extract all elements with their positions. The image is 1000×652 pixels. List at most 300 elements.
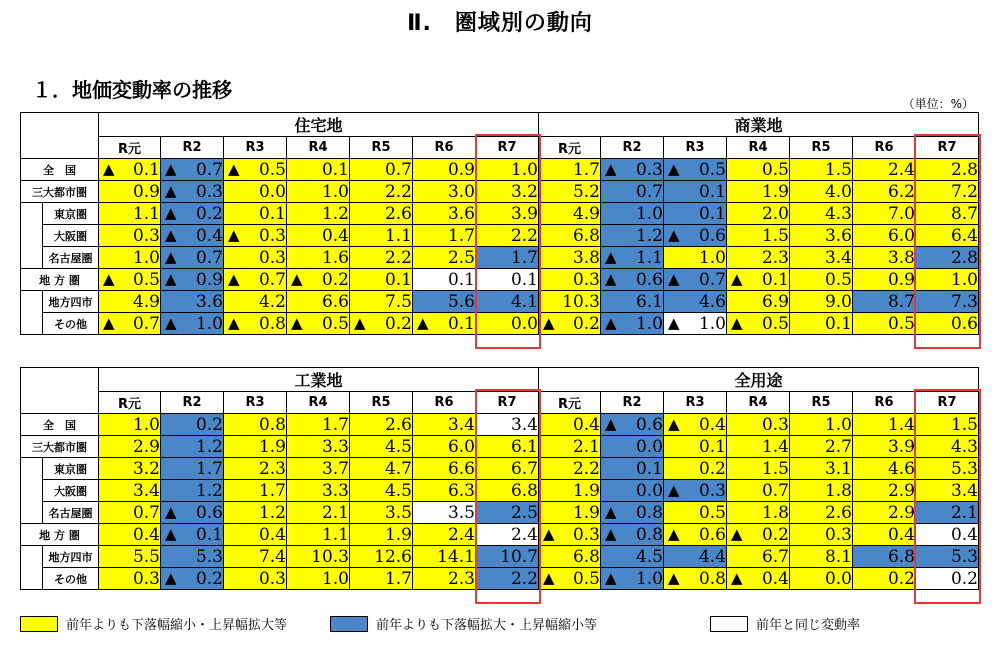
value-cell: 0.1	[664, 181, 727, 203]
decline-marker: ▲	[103, 159, 115, 178]
legend-label: 前年よりも下落幅縮小・上昇幅拡大等	[66, 618, 288, 633]
value-cell: 0.1	[664, 203, 727, 225]
value-number: 0.4	[698, 414, 726, 435]
table-row	[21, 414, 979, 436]
value-cell: 3.6	[790, 225, 853, 247]
year-header: R4	[287, 392, 350, 414]
category-header: 工業地	[99, 368, 539, 392]
value-cell: 1.8	[727, 502, 790, 524]
value-cell: 8.7	[853, 291, 916, 313]
decline-marker: ▲	[543, 524, 555, 543]
value-cell: 1.2	[224, 502, 287, 524]
decline-marker: ▲	[731, 524, 743, 543]
year-header: R6	[853, 137, 916, 159]
value-cell	[601, 313, 664, 335]
value-number: 0.2	[195, 568, 223, 589]
value-cell	[664, 568, 727, 590]
unit-note: （単位：%）	[902, 97, 974, 111]
value-number: 0.7	[132, 313, 160, 334]
decline-marker: ▲	[605, 502, 617, 521]
value-cell: 0.2	[161, 414, 224, 436]
value-number: 0.3	[258, 225, 286, 246]
value-cell: 6.2	[853, 181, 916, 203]
value-number: 0.6	[698, 524, 726, 545]
decline-marker: ▲	[354, 313, 366, 332]
decline-marker: ▲	[543, 313, 555, 332]
value-number: 1.1	[635, 247, 663, 268]
year-header: R2	[601, 137, 664, 159]
row-label: 地方四市	[43, 291, 99, 313]
legend-label: 前年と同じ変動率	[756, 618, 861, 633]
value-cell	[601, 524, 664, 546]
row-label: 大阪圏	[43, 480, 99, 502]
value-cell: 0.0	[476, 313, 539, 335]
value-cell: 2.5	[413, 247, 476, 269]
year-header: R7	[476, 137, 539, 159]
value-cell: 1.7	[413, 225, 476, 247]
value-number: 0.2	[195, 203, 223, 224]
decline-marker: ▲	[417, 313, 429, 332]
value-cell: 4.5	[350, 436, 413, 458]
decline-marker: ▲	[291, 269, 303, 288]
value-cell: 6.6	[413, 458, 476, 480]
value-number: 0.8	[635, 524, 663, 545]
value-number: 1.0	[635, 313, 663, 334]
indent-cell	[21, 546, 43, 590]
decline-marker: ▲	[228, 159, 240, 178]
table-row	[21, 546, 979, 568]
value-cell: 1.9	[224, 436, 287, 458]
value-cell: 14.1	[413, 546, 476, 568]
decline-marker: ▲	[291, 313, 303, 332]
value-number: 0.3	[635, 159, 663, 180]
value-cell: 0.7	[350, 159, 413, 181]
value-cell: 1.2	[161, 480, 224, 502]
decline-marker: ▲	[228, 269, 240, 288]
section-heading: １．地価変動率の推移	[32, 78, 232, 102]
value-cell: 3.7	[287, 458, 350, 480]
value-cell: 1.1	[287, 524, 350, 546]
value-number: 0.2	[572, 313, 600, 334]
value-cell: 7.5	[350, 291, 413, 313]
value-cell: 7.3	[916, 291, 979, 313]
value-cell: 3.2	[99, 458, 161, 480]
value-cell: 1.0	[287, 181, 350, 203]
value-cell: 3.4	[413, 414, 476, 436]
decline-marker: ▲	[165, 524, 177, 543]
value-cell: 7.4	[224, 546, 287, 568]
value-cell: 6.8	[853, 546, 916, 568]
value-cell: 2.6	[350, 203, 413, 225]
value-cell: 1.0	[790, 414, 853, 436]
value-number: 0.7	[258, 269, 286, 290]
value-number: 0.7	[698, 269, 726, 290]
legend-swatch	[20, 616, 58, 632]
value-cell: 0.3	[224, 568, 287, 590]
land-price-table-residential-commercial	[20, 112, 979, 335]
decline-marker: ▲	[103, 313, 115, 332]
value-cell: 1.1	[350, 225, 413, 247]
value-cell: 1.7	[224, 480, 287, 502]
value-cell: 10.3	[287, 546, 350, 568]
value-cell: 0.5	[727, 159, 790, 181]
value-cell: 0.2	[916, 568, 979, 590]
year-header: R3	[224, 392, 287, 414]
value-cell	[664, 414, 727, 436]
year-header: R3	[664, 137, 727, 159]
value-cell: 1.7	[287, 414, 350, 436]
value-cell: 1.4	[727, 436, 790, 458]
value-number: 1.0	[195, 313, 223, 334]
value-cell: 3.4	[790, 247, 853, 269]
value-cell	[664, 159, 727, 181]
value-cell: 0.1	[790, 313, 853, 335]
value-cell: 2.9	[853, 480, 916, 502]
value-cell: 2.9	[99, 436, 161, 458]
value-cell: 4.6	[853, 458, 916, 480]
decline-marker: ▲	[668, 568, 680, 587]
land-price-table-industrial-all	[20, 367, 979, 590]
legend-item-white	[710, 614, 860, 633]
value-cell: 1.5	[727, 225, 790, 247]
value-cell	[161, 159, 224, 181]
value-cell: 6.8	[539, 225, 601, 247]
table-row	[21, 502, 979, 524]
value-cell	[161, 269, 224, 291]
value-cell: 3.2	[476, 181, 539, 203]
table-row	[21, 313, 979, 335]
value-number: 0.8	[258, 313, 286, 334]
value-cell	[539, 568, 601, 590]
value-cell: 0.5	[790, 269, 853, 291]
value-cell: 1.8	[790, 480, 853, 502]
decline-marker: ▲	[668, 269, 680, 288]
value-cell: 3.3	[287, 436, 350, 458]
value-cell: 2.9	[853, 502, 916, 524]
value-cell: 1.7	[539, 159, 601, 181]
year-header: R元	[539, 392, 601, 414]
row-label: その他	[43, 313, 99, 335]
value-cell: 3.6	[413, 203, 476, 225]
legend-label: 前年よりも下落幅拡大・上昇幅縮小等	[376, 618, 598, 633]
value-cell: 6.9	[727, 291, 790, 313]
value-cell	[664, 269, 727, 291]
value-number: 0.5	[321, 313, 349, 334]
decline-marker: ▲	[668, 524, 680, 543]
value-cell: 7.2	[916, 181, 979, 203]
value-cell: 0.7	[727, 480, 790, 502]
year-header: R4	[727, 137, 790, 159]
table-row	[21, 225, 979, 247]
value-cell: 2.5	[476, 502, 539, 524]
value-cell: 2.3	[224, 458, 287, 480]
table-row	[21, 458, 979, 480]
value-cell: 2.0	[727, 203, 790, 225]
year-header: R2	[161, 392, 224, 414]
year-header: R6	[853, 392, 916, 414]
value-cell: 2.4	[476, 524, 539, 546]
value-cell: 3.3	[287, 480, 350, 502]
value-cell	[539, 313, 601, 335]
category-header: 全用途	[539, 368, 979, 392]
value-cell: 6.3	[413, 480, 476, 502]
table-row	[21, 480, 979, 502]
decline-marker: ▲	[165, 159, 177, 178]
value-cell: 1.5	[727, 458, 790, 480]
year-header: R4	[727, 392, 790, 414]
row-label: 三大都市圏	[21, 436, 99, 458]
value-cell: 3.4	[916, 480, 979, 502]
year-header: R5	[790, 137, 853, 159]
value-cell: 0.8	[224, 414, 287, 436]
value-cell: 3.8	[539, 247, 601, 269]
value-cell: 1.0	[916, 269, 979, 291]
decline-marker: ▲	[165, 269, 177, 288]
legend-swatch	[710, 616, 748, 632]
year-header: R7	[916, 392, 979, 414]
value-cell: 3.5	[350, 502, 413, 524]
row-label: 三大都市圏	[21, 181, 99, 203]
value-cell: 1.6	[287, 247, 350, 269]
value-cell: 1.0	[99, 247, 161, 269]
value-cell: 2.2	[350, 247, 413, 269]
value-cell: 3.4	[476, 414, 539, 436]
value-cell: 10.3	[539, 291, 601, 313]
value-cell: 0.4	[224, 524, 287, 546]
value-number: 0.7	[195, 159, 223, 180]
value-cell: 3.0	[413, 181, 476, 203]
value-cell: 1.0	[476, 159, 539, 181]
value-cell: 1.7	[161, 458, 224, 480]
value-cell	[161, 203, 224, 225]
value-cell: 8.1	[790, 546, 853, 568]
year-header: R5	[350, 392, 413, 414]
value-cell: 2.1	[916, 502, 979, 524]
value-cell: 6.1	[476, 436, 539, 458]
value-number: 0.8	[635, 502, 663, 523]
value-cell	[224, 225, 287, 247]
value-cell	[727, 313, 790, 335]
value-number: 0.5	[258, 159, 286, 180]
page-title: Ⅱ. 圏域別の動向	[407, 11, 593, 36]
decline-marker: ▲	[605, 524, 617, 543]
value-cell: 2.6	[790, 502, 853, 524]
value-number: 0.1	[761, 269, 789, 290]
decline-marker: ▲	[543, 568, 555, 587]
value-cell: 4.2	[224, 291, 287, 313]
legend-item-blue	[330, 614, 597, 633]
year-header: R2	[601, 392, 664, 414]
value-number: 0.3	[572, 524, 600, 545]
value-cell: 3.8	[853, 247, 916, 269]
value-cell: 5.5	[99, 546, 161, 568]
value-cell: 8.7	[916, 203, 979, 225]
decline-marker: ▲	[731, 568, 743, 587]
value-number: 0.2	[321, 269, 349, 290]
value-cell: 5.3	[916, 458, 979, 480]
year-header: R4	[287, 137, 350, 159]
value-number: 0.6	[635, 414, 663, 435]
decline-marker: ▲	[605, 568, 617, 587]
value-cell	[287, 269, 350, 291]
decline-marker: ▲	[605, 414, 617, 433]
decline-marker: ▲	[165, 225, 177, 244]
value-cell	[539, 524, 601, 546]
value-cell: 3.1	[790, 458, 853, 480]
value-cell	[161, 568, 224, 590]
value-number: 0.1	[132, 159, 160, 180]
value-cell: 2.8	[916, 247, 979, 269]
value-cell: 0.4	[853, 524, 916, 546]
value-cell: 0.1	[224, 203, 287, 225]
value-cell: 2.2	[476, 225, 539, 247]
value-cell: 2.4	[853, 159, 916, 181]
value-cell: 5.6	[413, 291, 476, 313]
indent-cell	[21, 458, 43, 524]
value-cell: 5.2	[539, 181, 601, 203]
year-header: R2	[161, 137, 224, 159]
value-number: 0.6	[195, 502, 223, 523]
row-label: その他	[43, 568, 99, 590]
value-cell: 4.5	[601, 546, 664, 568]
value-cell	[161, 313, 224, 335]
year-header: R元	[99, 392, 161, 414]
value-cell: 0.0	[601, 480, 664, 502]
value-cell	[224, 269, 287, 291]
value-cell: 4.3	[790, 203, 853, 225]
value-cell: 0.3	[99, 568, 161, 590]
value-cell	[601, 502, 664, 524]
decline-marker: ▲	[228, 313, 240, 332]
value-cell: 2.2	[350, 181, 413, 203]
value-cell: 0.3	[790, 524, 853, 546]
value-number: 1.0	[698, 313, 726, 334]
value-cell: 2.4	[413, 524, 476, 546]
value-cell: 0.4	[916, 524, 979, 546]
value-cell	[727, 269, 790, 291]
table-row	[21, 524, 979, 546]
decline-marker: ▲	[668, 480, 680, 499]
row-label: 地 方 圏	[21, 524, 99, 546]
decline-marker: ▲	[731, 269, 743, 288]
value-cell: 0.3	[99, 225, 161, 247]
value-number: 0.5	[698, 159, 726, 180]
decline-marker: ▲	[103, 269, 115, 288]
value-cell	[413, 313, 476, 335]
value-cell: 0.7	[99, 502, 161, 524]
decline-marker: ▲	[668, 159, 680, 178]
value-number: 0.5	[132, 269, 160, 290]
value-cell: 12.6	[350, 546, 413, 568]
decline-marker: ▲	[165, 502, 177, 521]
row-label: 地 方 圏	[21, 269, 99, 291]
row-label: 名古屋圏	[43, 247, 99, 269]
value-cell	[161, 225, 224, 247]
value-cell: 0.0	[601, 436, 664, 458]
value-cell: 0.0	[224, 181, 287, 203]
value-number: 0.1	[447, 313, 475, 334]
decline-marker: ▲	[165, 247, 177, 266]
value-cell: 10.7	[476, 546, 539, 568]
value-cell: 3.9	[476, 203, 539, 225]
value-cell: 6.8	[539, 546, 601, 568]
value-cell: 1.2	[287, 203, 350, 225]
value-number: 0.7	[195, 247, 223, 268]
value-cell: 1.0	[287, 568, 350, 590]
value-cell	[727, 524, 790, 546]
row-label: 名古屋圏	[43, 502, 99, 524]
value-number: 0.2	[761, 524, 789, 545]
value-cell: 0.5	[853, 313, 916, 335]
value-cell	[224, 313, 287, 335]
value-cell: 2.1	[539, 436, 601, 458]
value-cell	[161, 181, 224, 203]
value-cell: 0.3	[727, 414, 790, 436]
category-header: 商業地	[539, 113, 979, 137]
value-number: 0.5	[761, 313, 789, 334]
value-cell	[161, 524, 224, 546]
decline-marker: ▲	[668, 313, 680, 332]
value-cell: 0.9	[99, 181, 161, 203]
year-header: R6	[413, 137, 476, 159]
value-cell: 6.1	[601, 291, 664, 313]
year-header: R5	[350, 137, 413, 159]
value-cell: 0.9	[413, 159, 476, 181]
value-cell: 4.0	[790, 181, 853, 203]
decline-marker: ▲	[605, 269, 617, 288]
value-cell: 6.7	[476, 458, 539, 480]
value-cell: 4.9	[539, 203, 601, 225]
row-label: 東京圏	[43, 203, 99, 225]
value-cell: 1.7	[350, 568, 413, 590]
value-cell	[664, 313, 727, 335]
decline-marker: ▲	[605, 247, 617, 266]
value-cell	[287, 313, 350, 335]
value-cell: 3.4	[99, 480, 161, 502]
value-cell	[664, 524, 727, 546]
value-cell: 2.1	[287, 502, 350, 524]
value-cell: 6.0	[853, 225, 916, 247]
year-header: R3	[664, 392, 727, 414]
value-cell: 4.7	[350, 458, 413, 480]
decline-marker: ▲	[165, 181, 177, 200]
legend-item-yellow	[20, 614, 287, 633]
value-cell: 0.2	[853, 568, 916, 590]
value-cell: 1.9	[350, 524, 413, 546]
row-label: 地方四市	[43, 546, 99, 568]
indent-cell	[21, 203, 43, 269]
value-cell: 7.0	[853, 203, 916, 225]
table-row	[21, 203, 979, 225]
value-number: 0.4	[761, 568, 789, 589]
value-cell: 1.7	[476, 247, 539, 269]
value-cell: 0.0	[790, 568, 853, 590]
row-label: 全 国	[21, 159, 99, 181]
value-cell: 1.9	[727, 181, 790, 203]
table-row	[21, 291, 979, 313]
value-cell	[601, 159, 664, 181]
value-number: 0.9	[195, 269, 223, 290]
value-cell	[601, 414, 664, 436]
value-cell	[99, 313, 161, 335]
value-cell: 0.1	[350, 269, 413, 291]
value-number: 0.5	[572, 568, 600, 589]
value-cell: 1.1	[99, 203, 161, 225]
value-cell	[664, 480, 727, 502]
value-number: 0.6	[635, 269, 663, 290]
value-cell: 6.0	[413, 436, 476, 458]
table-row	[21, 247, 979, 269]
